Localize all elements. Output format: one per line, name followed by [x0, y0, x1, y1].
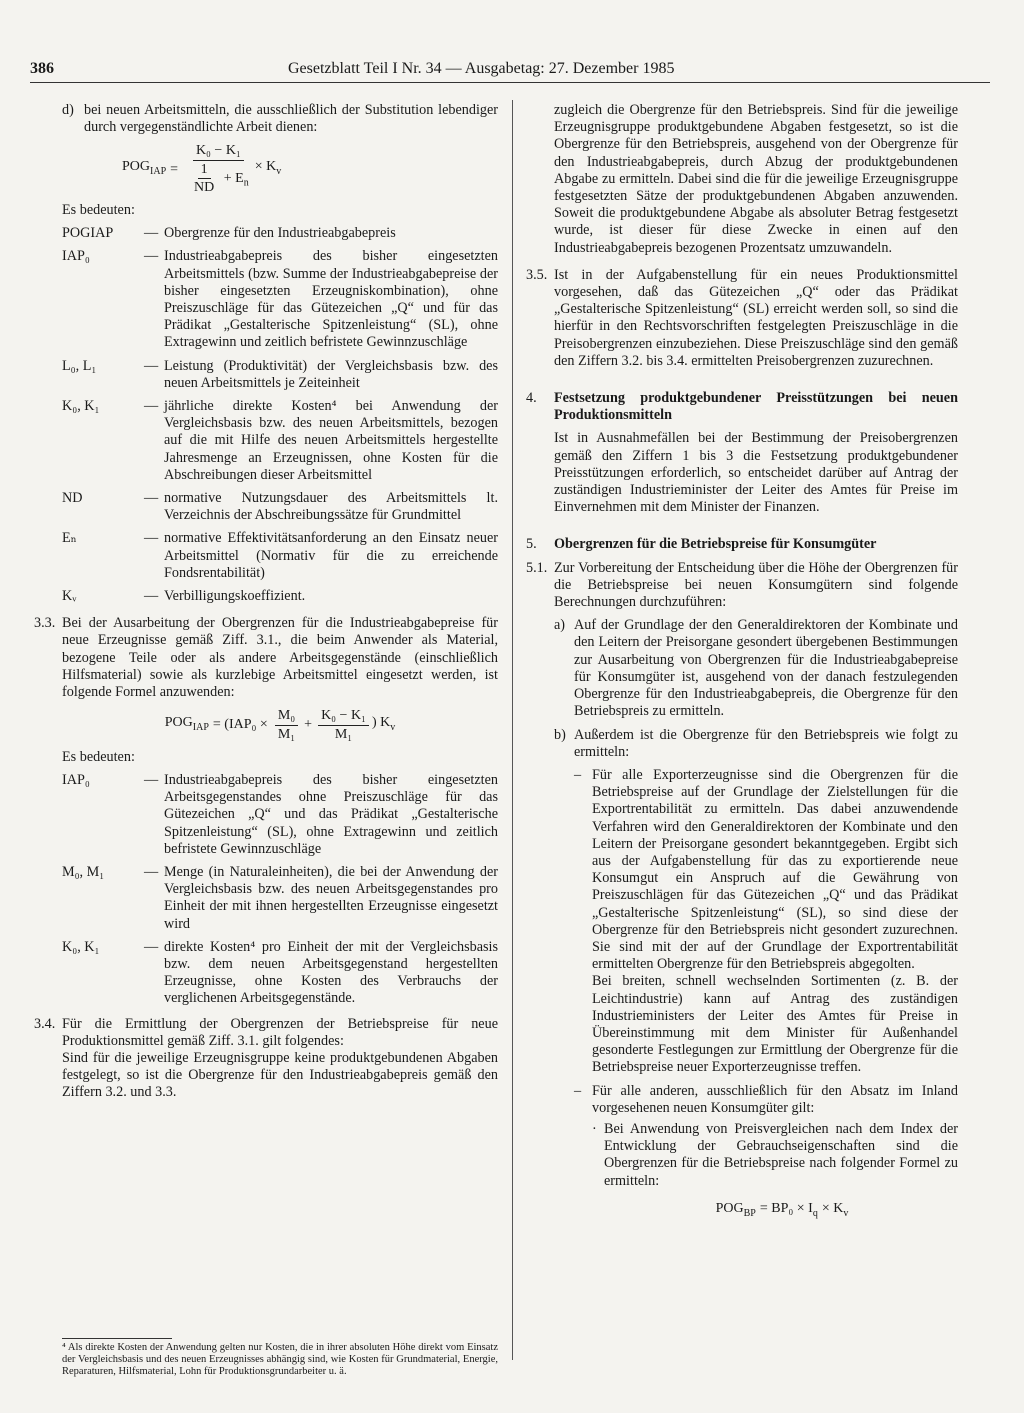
- formula1-lhs: $POG_{IAP}$: [122, 159, 167, 177]
- section-5-heading: Obergrenzen für die Betriebspreise für Konsumgüter: [554, 536, 877, 553]
- definition-dash: —: [144, 588, 159, 605]
- definitions-list-2: [62, 772, 498, 1008]
- dot-item-text: Bei Anwendung von Preisvergleichen nach dem Index der Entwicklung der Gebrauchseigenschaften sind die Obergrenzen für die Betriebspreise nach folgender Formel zu ermitteln:: [604, 1120, 958, 1189]
- section-3-5: [526, 267, 958, 370]
- item-a: [554, 617, 958, 720]
- definition-2-2: [62, 939, 498, 1008]
- item-d: [62, 102, 498, 136]
- section-5: [526, 536, 958, 553]
- definition-dash: —: [144, 398, 159, 415]
- definition-text: normative Nutzungsdauer des Arbeitsmittels lt. Verzeichnis der Abschreibungssätze für Grundmittel: [164, 490, 498, 524]
- definition-symbol: IAP₀: [62, 248, 90, 265]
- section-3-4: [34, 1016, 498, 1102]
- definition-text: Leistung (Produktivität) der Vergleichsbasis bzw. des neuen Arbeitsmittels je Zeiteinheit: [164, 357, 498, 391]
- formula1-numerator: K₀ − K₁: [193, 142, 244, 160]
- section-3-4-number: 3.4.: [34, 1015, 56, 1032]
- section-3-4-text-2: Sind für die jeweilige Erzeugnisgruppe keine produktgebundenen Abgaben festgelegt, so ist die Obergrenze für den Industrieabgabepreis gemäß den Ziffern 3.2. und 3.3.: [62, 1049, 498, 1101]
- section-3-4-text: Für die Ermittlung der Obergrenzen der Betriebspreise für neue Produktionsmittel gemäß Ziff. 3.1. gilt folgendes:: [62, 1015, 498, 1049]
- left-column: [34, 102, 498, 1102]
- item-b: [554, 727, 958, 1190]
- dash-item-export-text-2: Bei breiten, schnell wechselnden Sortimenten (z. B. der Leichtindustrie) kann auf Antrag des zuständigen Industrieministers der Leiter des Amtes für Preise in Übereinstimmung mit dem Minister für Außenhandel gesonderte Festlegungen zur Ermittlung der Obergrenze für die Betriebspreise neuer Exporterzeugnisse treffen.: [592, 973, 958, 1076]
- definition-dash: —: [144, 248, 159, 265]
- continued-text: zugleich die Obergrenze für den Betriebspreis. Sind für die jeweilige Erzeugnisgruppe produktgebundene Abgaben festgesetzt, so ist die Obergrenze für den Betriebspreis, ausgehend von der Obergrenze für den Industrieabgabepreis, durch Abzug der produktgebundenen Abgabe zu ermitteln. Dabei sind die für die jeweilige Erzeugnisgruppe festgesetzten Sätze der produktgebundenen Abgaben anzuwenden. Soweit die produktgebundene Abgabe als absoluter Betrag festgesetzt wurde, ist dieser für diese Zwecke in einen auf den Industrieabgabepreis bezogenen Prozentsatz umzuwandeln.: [554, 102, 958, 256]
- definition-dash: —: [144, 530, 159, 547]
- definition-1-4: [62, 490, 498, 524]
- definition-1-3: [62, 398, 498, 484]
- definition-text: Industrieabgabepreis des bisher eingesetzten Arbeitsmittels (bzw. Summe der Industrieabgabepreise der bisher eingesetzten Erzeugniskombination), ohne Preiszuschläge für das Gütezeichen „Q“ und für das Prädikat „Gestalterische Spitzenleistung“ (SL), ohne Extragewinn und zeitlich befristete Gewinnzuschläge: [164, 248, 498, 351]
- formula1-denominator: $\frac{1}{ND}$ + $E_n$: [194, 161, 249, 195]
- item-a-label: a): [554, 617, 566, 634]
- column-divider: [512, 100, 513, 1360]
- item-b-text: Außerdem ist die Obergrenze für den Betriebspreis wie folgt zu ermitteln:: [574, 726, 958, 760]
- section-3-5-text: Ist in der Aufgabenstellung für ein neues Produktionsmittel vorgesehen, daß das Gütezeichen „Q“ oder das Prädikat „Gestalterische Spitzenleistung“ (SL) erreicht werden soll, so sind die hierfür in den Rechtsvorschriften festgelegten Preiszuschläge in die Preisobergrenzen einzubeziehen. Diese Preiszuschläge sind den gemäß den Ziffern 3.2. bis 3.4. ermittelten Preisobergrenzen zuzurechnen.: [554, 266, 958, 369]
- item-d-text: bei neuen Arbeitsmitteln, die ausschließlich der Substitution lebendiger durch vergegenständlichte Arbeit dienen:: [84, 102, 498, 136]
- dash-item-inland-label: –: [574, 1082, 582, 1099]
- formula2-tail: ) $K_v$: [371, 715, 396, 733]
- es-bedeuten-2: Es bedeuten:: [62, 748, 135, 765]
- definition-dash: —: [144, 357, 159, 374]
- definition-dash: —: [144, 225, 159, 242]
- definition-2-0: [62, 772, 498, 858]
- definition-2-1: [62, 864, 498, 933]
- definition-dash: —: [144, 863, 159, 880]
- item-b-label: b): [554, 726, 566, 743]
- formula-pog-iap-1: [122, 142, 498, 196]
- section-5-1-text: Zur Vorbereitung der Entscheidung über die Höhe der Obergrenzen für die Betriebspreise bei neuen Konsumgütern sind folgende Berechnungen durchzuführen:: [554, 559, 958, 611]
- section-3-3-number: 3.3.: [34, 615, 56, 632]
- formula2-fraction-2: $\frac{\text{K₀ − K₁}}{\text{M₁}}$: [318, 707, 369, 742]
- section-5-1: [526, 560, 958, 1190]
- formula1-fraction: [185, 142, 252, 196]
- definition-text: Menge (in Naturaleinheiten), die bei der Anwendung der Vergleichsbasis bzw. des neuen Arbeitsgegenstandes pro Einheit der mit ihnen hergestellten Erzeugnisse eingesetzt wird: [164, 863, 498, 932]
- definition-1-2: [62, 358, 498, 392]
- dash-item-inland: [574, 1083, 958, 1190]
- definitions-list-1: [62, 225, 498, 605]
- section-5-1-number: 5.1.: [526, 559, 548, 576]
- section-3-3-text: Bei der Ausarbeitung der Obergrenzen für die Industrieabgabepreise für neue Erzeugnisse gemäß Ziff. 3.1., die beim Anwender als Material, bezogene Teile oder als andere Arbeitsgegenstände (einschließlich Hilfsmaterial) sowie als kurzlebige Arbeitsmittel eingesetzt werden, ist folgende Formel anzuwenden:: [62, 615, 498, 701]
- dot-item-preisvergleich: [592, 1121, 958, 1190]
- section-4-text: Ist in Ausnahmefällen bei der Bestimmung der Preisobergrenzen gemäß den Ziffern 1 bis 3 die Festsetzung produktgebundener Preisstützungen erforderlich, so entscheidet darüber auf Antrag der zuständigen Industrieminister der Leiter des Amtes für Preise im Einvernehmen mit dem Minister der Finanzen.: [554, 430, 958, 516]
- formula2-eq: = (IAP₀ ×: [212, 717, 268, 733]
- dash-item-export-text: Für alle Exporterzeugnisse sind die Obergrenzen für die Betriebspreise auf der Grundlage der Zielstellungen für die Exportrentabilität zu ermitteln. Das dabei anzuwendende Verfahren wird den Generaldirektoren der Kombinate und den Leitern der Preisorgane gesondert bekanntgegeben. Ergibt sich aus der Aufgabenstellung für das zu exportierende neue Konsumgut ein Anspruch auf die Gewährung von Preiszuschlägen für das Gütezeichen „Q“ und das Prädikat „Gestalterische Spitzenleistung“ (SL), so sind diese der Obergrenze für den Betriebspreis nicht gesondert zuzurechnen. Sie sind mit der auf der Grundlage der Exportrentabilität ermittelten Obergrenze für den Betriebspreis abgegolten.: [592, 766, 958, 973]
- section-4: [526, 390, 958, 516]
- formula2-lhs: $POG_{IAP}$: [164, 715, 209, 733]
- section-4-heading: Festsetzung produktgebundener Preisstützungen bei neuen Produktionsmitteln: [554, 390, 958, 424]
- es-bedeuten-1: Es bedeuten:: [62, 202, 135, 219]
- right-column: [526, 102, 958, 1228]
- page-number: 386: [30, 60, 54, 77]
- dash-item-export-label: –: [574, 766, 582, 783]
- definition-text: normative Effektivitätsanforderung an den Einsatz neuer Arbeitsmittel (Normativ für die zu erreichende Fondsrentabilität): [164, 530, 498, 581]
- definition-symbol: IAP₀: [62, 771, 90, 788]
- definition-symbol: ND: [62, 490, 83, 507]
- formula2-plus: +: [304, 717, 313, 733]
- definition-symbol: Eₙ: [62, 530, 77, 547]
- section-3-3: [34, 615, 498, 701]
- definition-symbol: K₀, K₁: [62, 398, 100, 415]
- definition-text: Obergrenze für den Industrieabgabepreis: [164, 225, 396, 242]
- formula1-eq: =: [170, 161, 179, 177]
- footnote-4: ⁴ Als direkte Kosten der Anwendung gelten nur Kosten, die in ihrer absoluten Höhe direkt vom Einsatz der Vergleichsbasis und des neuen Erzeugnisses abhängig sind, wie Kosten für Grundmaterial, Energie, Reparaturen, Hilfsmaterial, Lohn für Produktionsgrundarbeiter u. ä.: [62, 1342, 498, 1377]
- formula-pog-bp: $POG_{BP}$ = $BP_0 \times I_q$ × $K_v$: [715, 1200, 849, 1219]
- definition-text: Industrieabgabepreis des bisher eingesetzten Arbeitsgegenstandes ohne Preiszuschläge für das Gütezeichen „Q“ und das Prädikat „Gestalterische Spitzenleistung“ (SL), ohne Extragewinn und zeitlich befristete Gewinnzuschläge: [164, 771, 498, 857]
- definition-1-5: [62, 530, 498, 582]
- definition-symbol: M₀, M₁: [62, 863, 105, 880]
- running-head: Gesetzblatt Teil I Nr. 34 — Ausgabetag: 27. Dezember 1985: [288, 60, 675, 77]
- footnote-rule: [62, 1338, 172, 1339]
- section-3-5-number: 3.5.: [526, 266, 548, 283]
- item-d-label: d): [62, 102, 74, 118]
- formula2-fraction-1: $\frac{\text{M₀}}{\text{M₁}}$: [275, 707, 298, 742]
- definition-symbol: POGIAP: [62, 225, 114, 242]
- definition-text: Verbilligungskoeffizient.: [164, 588, 306, 605]
- definition-dash: —: [144, 938, 159, 955]
- section-5-number: 5.: [526, 536, 537, 553]
- page-header: [30, 60, 990, 83]
- dash-item-inland-text: Für alle anderen, ausschließlich für den Absatz im Inland vorgesehenen neuen Konsumgüter gilt:: [592, 1082, 958, 1116]
- definition-dash: —: [144, 490, 159, 507]
- definition-symbol: K₀, K₁: [62, 938, 100, 955]
- definition-text: jährliche direkte Kosten⁴ bei Anwendung der Vergleichsbasis bzw. des neuen Arbeitsmittels, bezogen auf die mit Hilfe des neuen Arbeitsmittels hergestellte Jahresmenge an Erzeugnissen, ohne Kosten für die Abschreibungen dieser Arbeitsmittel: [164, 398, 498, 483]
- definition-symbol: L₀, L₁: [62, 357, 97, 374]
- dot-item-label: ·: [592, 1120, 597, 1137]
- definition-1-6: [62, 588, 498, 605]
- definition-text: direkte Kosten⁴ pro Einheit der mit der Vergleichsbasis bzw. dem neuen Arbeitsgegenstand hergestellten Erzeugnisse, ohne Kosten des Verbrauchs der verglichenen Arbeitsgegenstände.: [164, 938, 498, 1007]
- section-4-number: 4.: [526, 390, 537, 407]
- definition-symbol: Kᵥ: [62, 588, 77, 605]
- dash-item-export: [574, 767, 958, 1077]
- item-a-text: Auf der Grundlage der den Generaldirektoren der Kombinate und den Leitern der Preisorgane gesondert übergebenen Bestimmungen zur Ausarbeitung von Obergrenzen für die Industrieabgabepreise für Konsumgüter ist, ausgehend von der danach festzulegenden Obergrenze für den Industrieabgabepreis, die Obergrenze für den Betriebspreis zu ermitteln.: [574, 617, 958, 720]
- formula-pog-iap-2: [62, 707, 498, 742]
- formula1-times: × $K_v$: [254, 159, 282, 177]
- definition-dash: —: [144, 771, 159, 788]
- definition-1-0: [62, 225, 498, 242]
- definition-1-1: [62, 248, 498, 351]
